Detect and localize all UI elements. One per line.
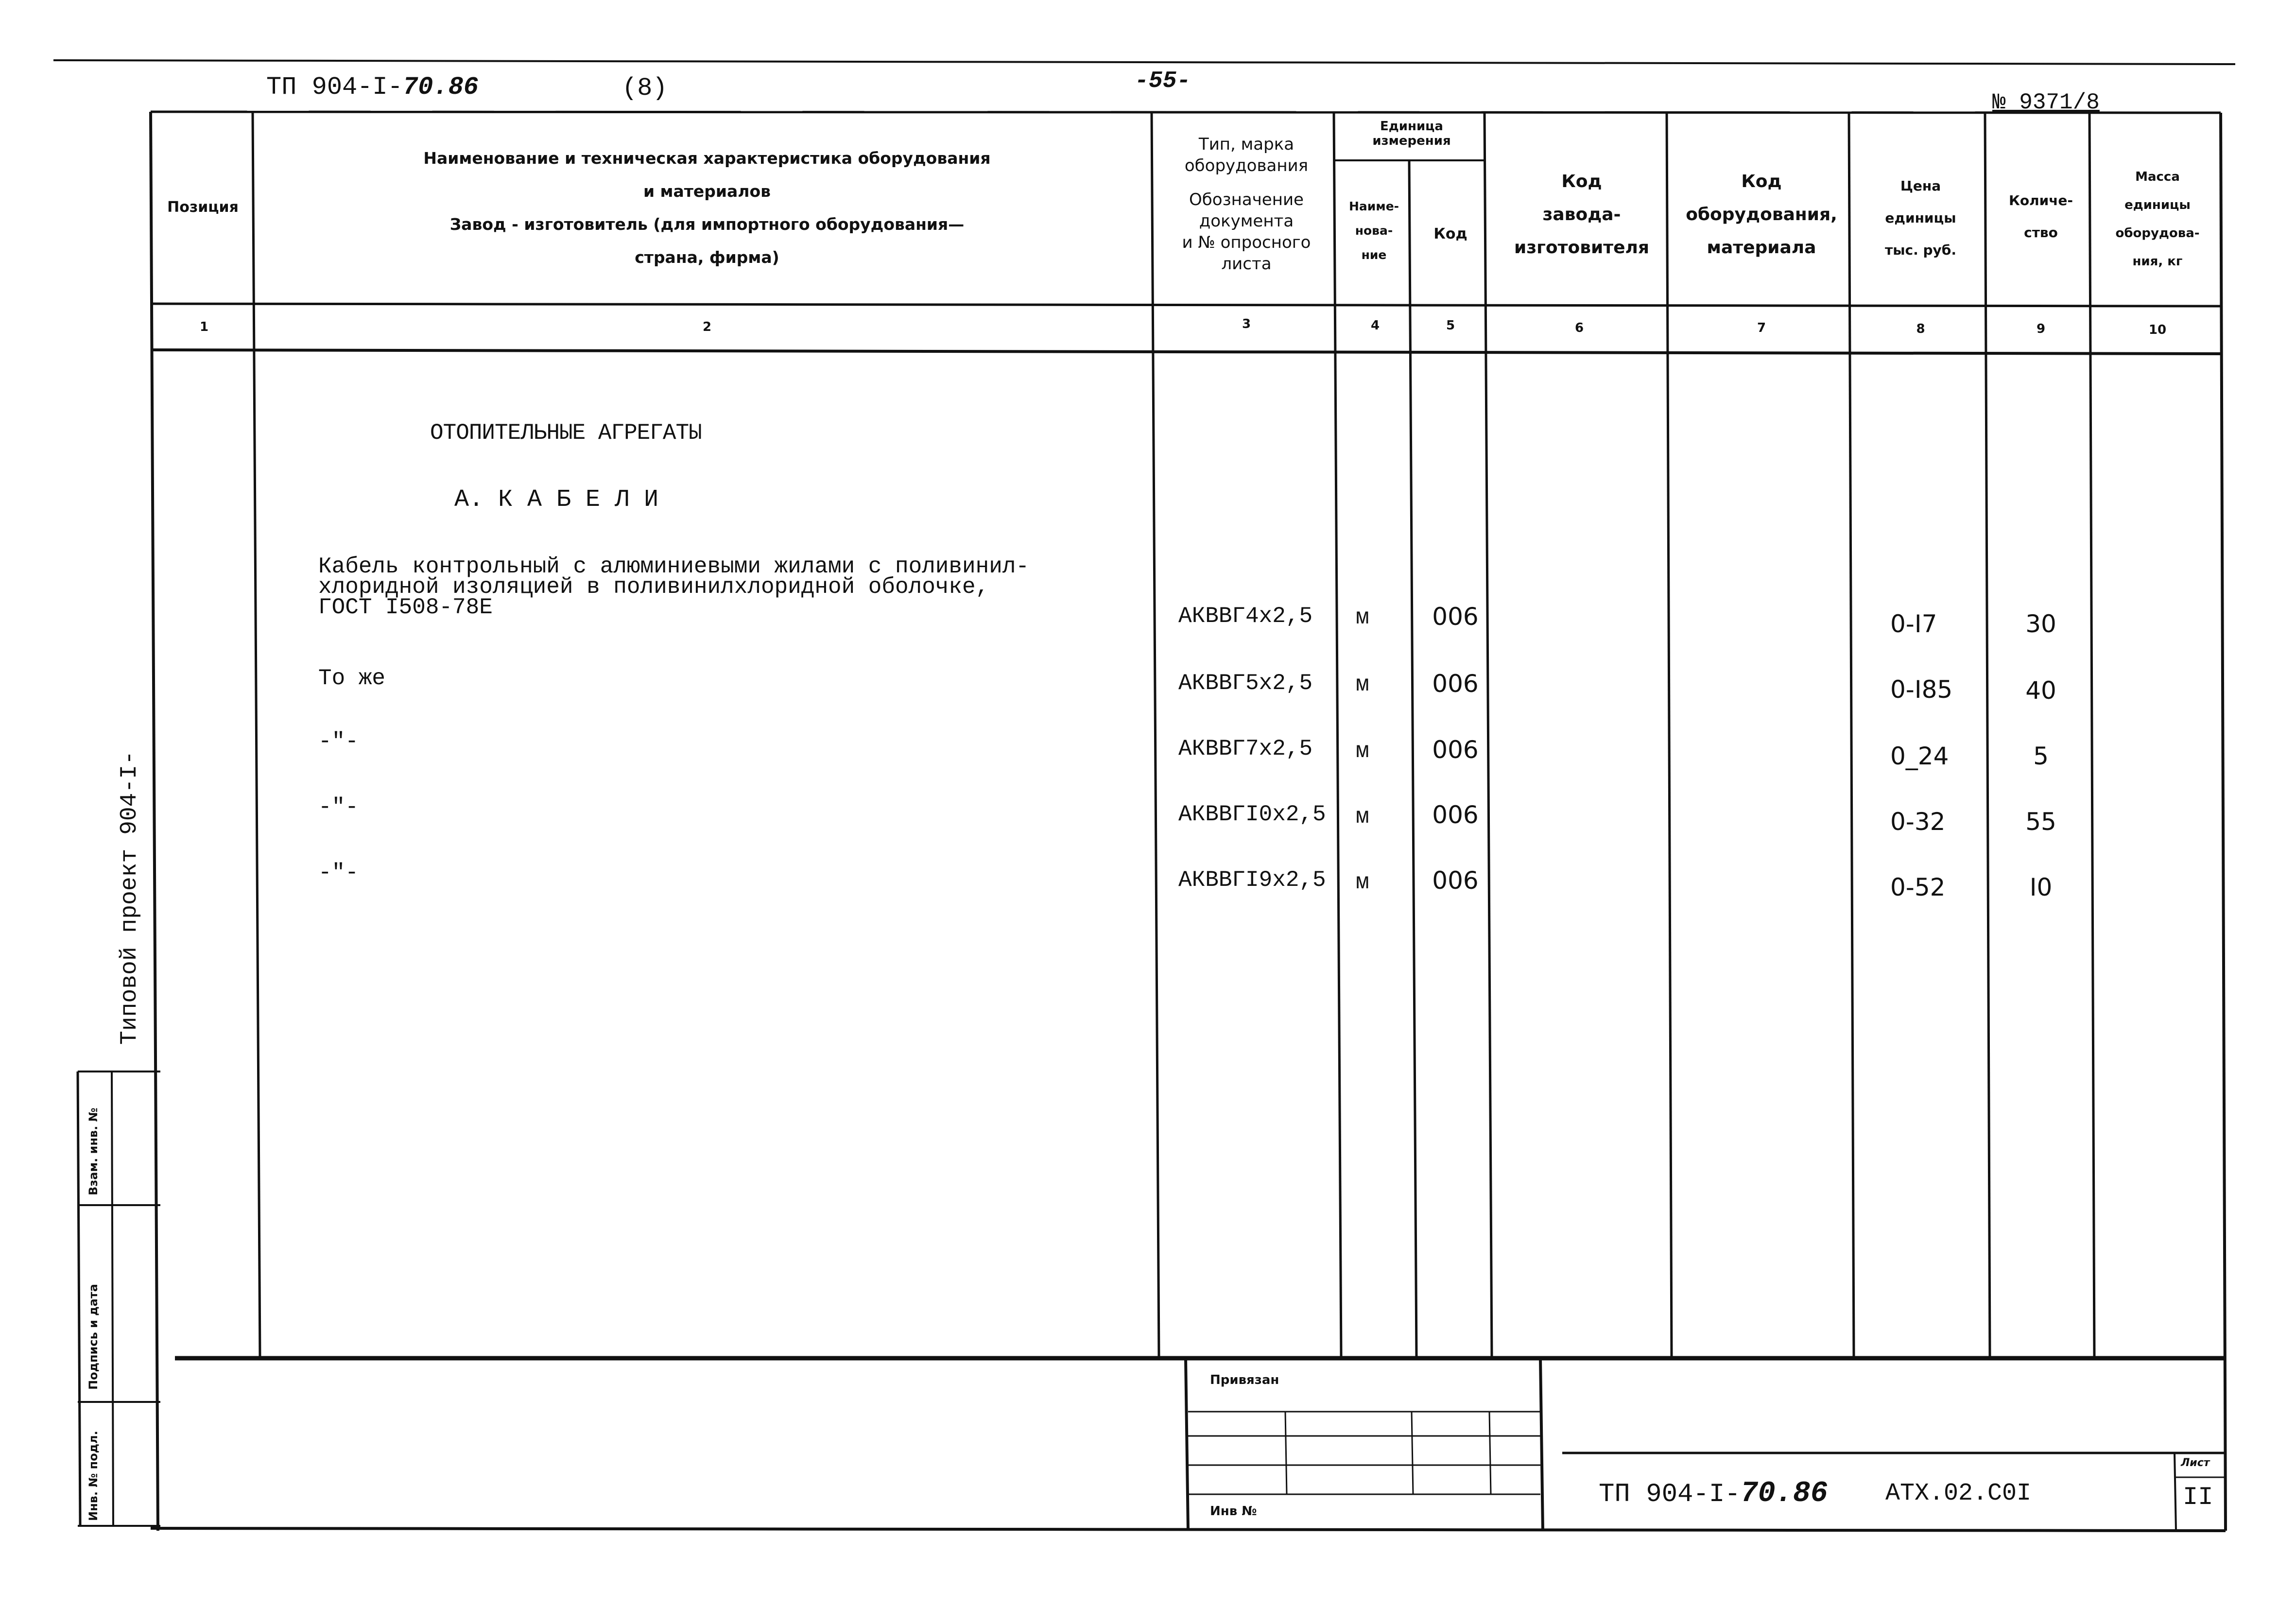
col-number-5: 5 (1446, 318, 1455, 333)
row-1-unit-code: 006 (1432, 603, 1479, 631)
row-3-name: -"- (318, 729, 359, 754)
section-title: ОТОПИТЕЛЬНЫЕ АГРЕГАТЫ (430, 420, 702, 446)
header-col-8: Цена единицы тыс. руб. (1884, 178, 1956, 258)
col-number-1: 1 (199, 320, 209, 334)
attached-label: Привязан (1210, 1373, 1279, 1387)
col-number-7: 7 (1757, 321, 1766, 335)
row-3-unit: м (1356, 739, 1369, 764)
row-5-unit: м (1356, 870, 1369, 895)
row-2-name: То же (318, 666, 386, 691)
row-2-price: 0-I85 (1890, 675, 1953, 704)
row-1-price: 0-I7 (1890, 610, 1937, 638)
doc-handwritten: 70.86 (402, 73, 479, 102)
header-col-3: Тип, марка оборудования Обозначение документа и № опросного листа (1182, 135, 1311, 274)
row-4-type: АКВВГI0х2,5 (1178, 802, 1326, 827)
header-col-10: Масса единицы оборудова- ния, кг (2115, 170, 2200, 269)
row-1-name: Кабель контрольный с алюминиевыми жилами с поливинил- хлоридной изоляцией в поливинилхлоридной оболочке, ГОСТ I508-78Е (318, 554, 1030, 620)
project-title-vertical: Типовой проект 904-I- (117, 751, 143, 1045)
inv-orig-label: Инв. № подл. (86, 1431, 100, 1521)
doc-prefix: ТП 904-I- (266, 73, 403, 102)
header-col-9: Количе- ство (2008, 192, 2073, 241)
sheet-number: II (2183, 1483, 2213, 1512)
row-4-price: 0-32 (1890, 808, 1946, 836)
page-number: -55- (1135, 68, 1191, 94)
section-subtitle: А. К А Б Е Л И (454, 486, 659, 514)
col-number-9: 9 (2036, 322, 2046, 336)
row-4-qty: 55 (2025, 808, 2056, 836)
row-5-name: -"- (318, 860, 359, 885)
row-2-unit-code: 006 (1432, 670, 1479, 698)
row-1-unit: м (1356, 605, 1369, 630)
col-number-2: 2 (702, 320, 712, 334)
sheet-label: Лист (2181, 1457, 2210, 1469)
inv-label: Инв № (1210, 1504, 1257, 1519)
row-2-type: АКВВГ5х2,5 (1178, 671, 1313, 696)
row-3-price: 0_24 (1890, 742, 1949, 770)
col-number-3: 3 (1242, 317, 1251, 331)
replaces-inv-label: Взам. инв. № (86, 1107, 100, 1195)
part-number: (8) (622, 74, 668, 103)
header-col-2: Наименование и техническая характеристика оборудования и материалов Завод - изготовитель (для импортного оборудования— страна, фирма) (423, 149, 991, 267)
header-col-7: Код оборудования, материала (1686, 172, 1837, 258)
row-4-unit-code: 006 (1432, 801, 1479, 829)
row-5-type: АКВВГI9х2,5 (1178, 867, 1326, 893)
row-2-unit: м (1356, 672, 1369, 697)
header-col-5: Код (1433, 225, 1467, 242)
header-col-4: Наиме- нова- ние (1348, 199, 1399, 262)
doc-prefix-bottom: ТП 904-I- (1599, 1480, 1741, 1509)
row-4-name: -"- (318, 795, 359, 820)
doc-handwritten-bottom: 70.86 (1740, 1477, 1828, 1510)
header-col-1: Позиция (167, 199, 239, 216)
col-number-8: 8 (1916, 322, 1925, 336)
row-3-qty: 5 (2033, 742, 2049, 770)
row-5-price: 0-52 (1890, 873, 1946, 901)
signature-date-label: Подпись и дата (86, 1284, 100, 1390)
row-1-type: АКВВГ4х2,5 (1178, 604, 1313, 629)
doc-number-bottom (1599, 1477, 1828, 1510)
col-number-4: 4 (1370, 318, 1380, 333)
drawing-code: АТХ.02.С0I (1885, 1480, 2032, 1507)
row-3-type: АКВВГ7х2,5 (1178, 736, 1313, 761)
col-number-6: 6 (1574, 321, 1584, 335)
row-5-qty: I0 (2029, 873, 2053, 901)
doc-number-top (266, 73, 479, 102)
row-2-qty: 40 (2025, 676, 2056, 705)
header-col-6: Код завода- изготовителя (1514, 172, 1650, 258)
row-3-unit-code: 006 (1432, 736, 1479, 764)
row-5-unit-code: 006 (1432, 866, 1479, 895)
col-number-10: 10 (2148, 323, 2167, 337)
header-unit-group: Единица измерения (1372, 119, 1451, 148)
archive-number: № 9371/8 (1992, 90, 2100, 115)
row-1-qty: 30 (2025, 610, 2056, 638)
row-4-unit: м (1356, 804, 1369, 829)
